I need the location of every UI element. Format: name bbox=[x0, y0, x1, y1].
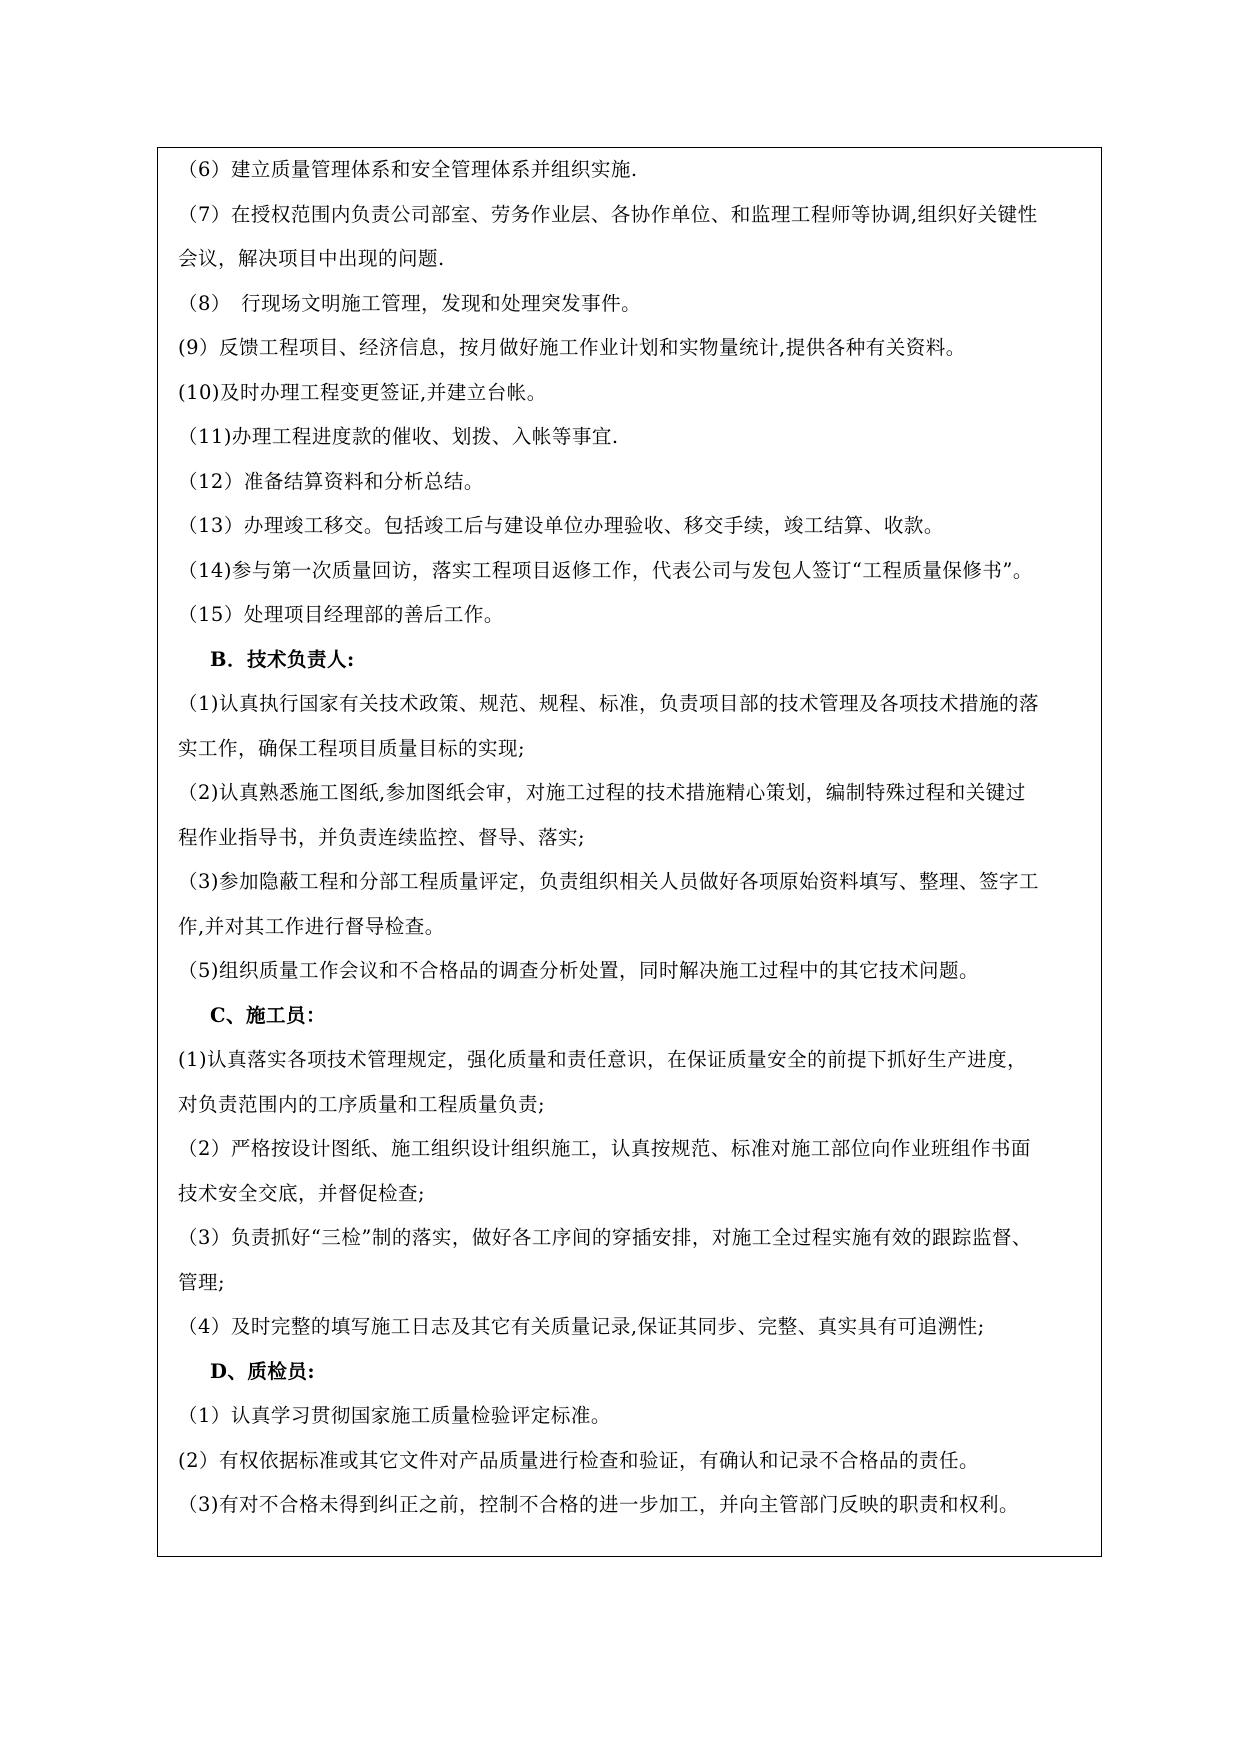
paragraph-line: 管理; bbox=[178, 1270, 226, 1294]
paragraph-line: 对负责范围内的工序质量和工程质量负责; bbox=[178, 1092, 546, 1116]
paragraph-line: (1)认真落实各项技术管理规定，强化质量和责任意识，在保证质量安全的前提下抓好生产进度， bbox=[178, 1048, 1028, 1071]
paragraph-line: 程作业指导书，并负责连续监控、督导、落实; bbox=[178, 825, 586, 849]
paragraph-line: （2）严格按设计图纸、施工组织设计组织施工，认真按规范、标准对施工部位向作业班组作书面 bbox=[178, 1137, 1031, 1160]
paragraph-line: （12）准备结算资料和分析总结。 bbox=[178, 469, 484, 493]
paragraph-line: （2)认真熟悉施工图纸,参加图纸会审，对施工过程的技术措施精心策划，编制特殊过程和关键过 bbox=[178, 781, 1026, 804]
paragraph-line: （5)组织质量工作会议和不合格品的调查分析处置，同时解决施工过程中的其它技术问题。 bbox=[178, 959, 980, 982]
document-body bbox=[178, 148, 1098, 1528]
paragraph-line: （4）及时完整的填写施工日志及其它有关质量记录,保证其同步、完整、真实具有可追溯性; bbox=[178, 1315, 985, 1338]
paragraph-line: （3)参加隐蔽工程和分部工程质量评定，负责组织相关人员做好各项原始资料填写、整理、签字工 bbox=[178, 870, 1040, 893]
paragraph-line: （15）处理项目经理部的善后工作。 bbox=[178, 603, 504, 626]
paragraph-line: （3）负责抓好“三检”制的落实，做好各工序间的穿插安排，对施工全过程实施有效的跟踪监督、 bbox=[178, 1226, 1032, 1249]
paragraph-line: （8） 行现场文明施工管理，发现和处理突发事件。 bbox=[178, 291, 642, 315]
paragraph-line: （13）办理竣工移交。包括竣工后与建设单位办理验收、移交手续，竣工结算、收款。 bbox=[178, 514, 944, 537]
paragraph-line: （1）认真学习贯彻国家施工质量检验评定标准。 bbox=[178, 1404, 611, 1427]
paragraph-line: （11)办理工程进度款的催收、划拨、入帐等事宜. bbox=[178, 425, 619, 448]
paragraph-line: （14)参与第一次质量回访，落实工程项目返修工作，代表公司与发包人签订“工程质量保修书”。 bbox=[178, 558, 1033, 582]
paragraph-line: 技术安全交底，并督促检查; bbox=[178, 1181, 426, 1205]
section-heading: D、质检员: bbox=[210, 1359, 316, 1383]
paragraph-line: 会议，解决项目中出现的问题. bbox=[178, 247, 445, 270]
section-heading: B．技术负责人: bbox=[210, 647, 355, 671]
paragraph-line: 实工作，确保工程项目质量目标的实现; bbox=[178, 736, 526, 760]
paragraph-line: (2）有权依据标准或其它文件对产品质量进行检查和验证，有确认和记录不合格品的责任。 bbox=[178, 1448, 980, 1472]
paragraph-line: (10)及时办理工程变更签证,并建立台帐。 bbox=[178, 380, 547, 404]
paragraph-line: （1)认真执行国家有关技术政策、规范、规程、标准，负责项目部的技术管理及各项技术措施的落 bbox=[178, 692, 1040, 715]
paragraph-line: （7）在授权范围内负责公司部室、劳务作业层、各协作单位、和监理工程师等协调,组织好关键性 bbox=[178, 202, 1038, 226]
paragraph-line: （3)有对不合格未得到纠正之前，控制不合格的进一步加工，并向主管部门反映的职责和权利。 bbox=[178, 1493, 1020, 1516]
section-heading: C、施工员： bbox=[210, 1003, 327, 1027]
paragraph-line: (9）反馈工程项目、经济信息，按月做好施工作业计划和实物量统计,提供各种有关资料。 bbox=[178, 336, 966, 359]
paragraph-line: （6）建立质量管理体系和安全管理体系并组织实施. bbox=[178, 158, 638, 181]
paragraph-line: 作,并对其工作进行督导检查。 bbox=[178, 914, 445, 938]
